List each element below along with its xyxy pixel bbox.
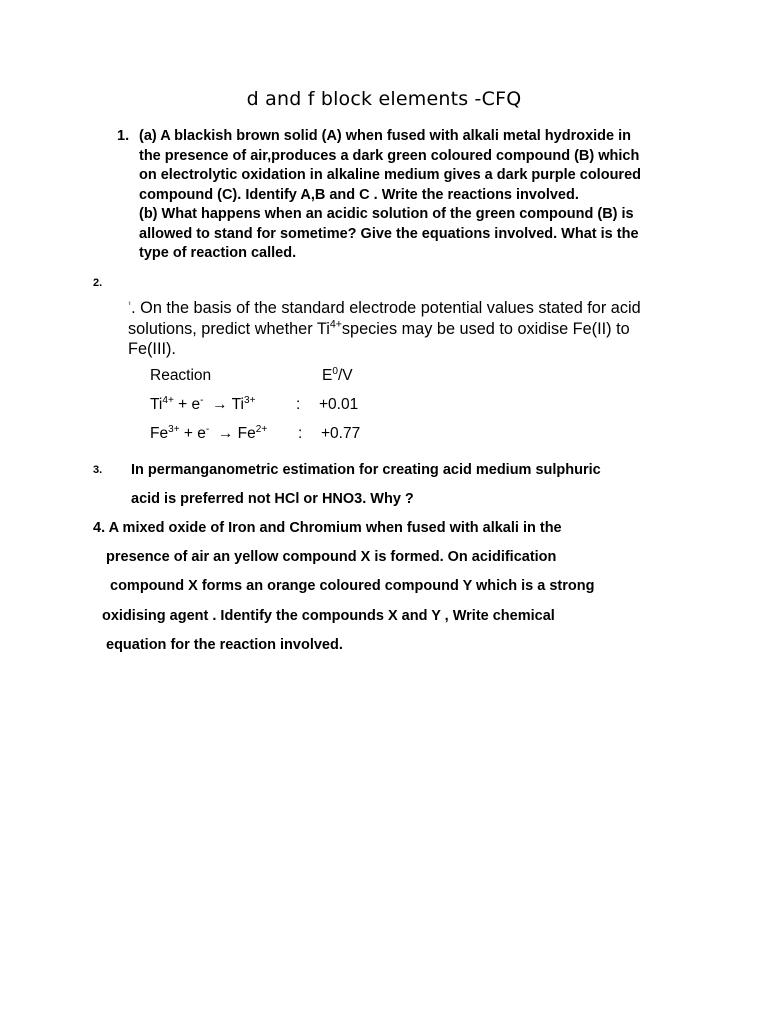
- question-1-line: (a) A blackish brown solid (A) when fused with alkali metal hydroxide in: [139, 128, 632, 144]
- question-2-line: solutions, predict whether $Ti^{4+}species$ may be used to oxidise Fe(II) to: [128, 318, 630, 338]
- question-1-line: allowed to stand for sometime? Give the equations involved. What is the: [139, 225, 639, 242]
- question-3-number: 3.: [93, 464, 103, 476]
- question-1-number: 1.: [117, 128, 130, 144]
- question-2-number: 2.: [93, 277, 103, 289]
- table-header-reaction: Reaction: [150, 367, 212, 384]
- question-4-line: equation for the reaction involved.: [106, 637, 343, 653]
- table-row-reaction: $Fe^{3+} + e^- \to Fe^{2+}$: [150, 423, 268, 442]
- page-title: d and f block elements -CFQ: [246, 88, 522, 110]
- question-4-line: compound X forms an orange coloured compound Y which is a strong: [110, 578, 595, 594]
- table-header-potential: $E^0/V$: [322, 365, 353, 384]
- question-1-line: type of reaction called.: [139, 245, 297, 261]
- question-4-line: presence of air an yellow compound X is formed. On acidification: [106, 549, 557, 565]
- question-1-text: [139, 127, 641, 264]
- table-row-colon: :: [296, 396, 301, 413]
- question-3-line: In permanganometric estimation for creating acid medium sulphuric: [131, 462, 601, 478]
- table-row-value: +0.01: [319, 396, 359, 413]
- question-2-line: '. On the basis of the standard electrode potential values stated for acid: [128, 299, 641, 317]
- question-2-text: [128, 298, 641, 360]
- question-4-line: 4. A mixed oxide of Iron and Chromium when fused with alkali in the: [93, 520, 562, 536]
- question-1-line: (b) What happens when an acidic solution of the green compound (B) is: [139, 206, 634, 222]
- question-2-tick: ': [128, 299, 132, 317]
- table-row-colon: :: [298, 425, 303, 442]
- question-2-line: Fe(III).: [128, 340, 176, 358]
- question-1-line: the presence of air,produces a dark green coloured compound (B) which: [139, 147, 640, 164]
- question-1-line: on electrolytic oxidation in alkaline medium gives a dark purple coloured: [139, 167, 641, 183]
- table-row-reaction: $Ti^{4+} + e^- \to Ti^{3+}$: [150, 394, 256, 413]
- question-1-line: compound (C). Identify A,B and C . Write the reactions involved.: [139, 186, 579, 203]
- table-row-value: +0.77: [321, 425, 361, 442]
- question-3-line: acid is preferred not HCl or HNO3. Why ?: [131, 491, 414, 507]
- question-4-line: oxidising agent . Identify the compounds X and Y , Write chemical: [102, 608, 555, 624]
